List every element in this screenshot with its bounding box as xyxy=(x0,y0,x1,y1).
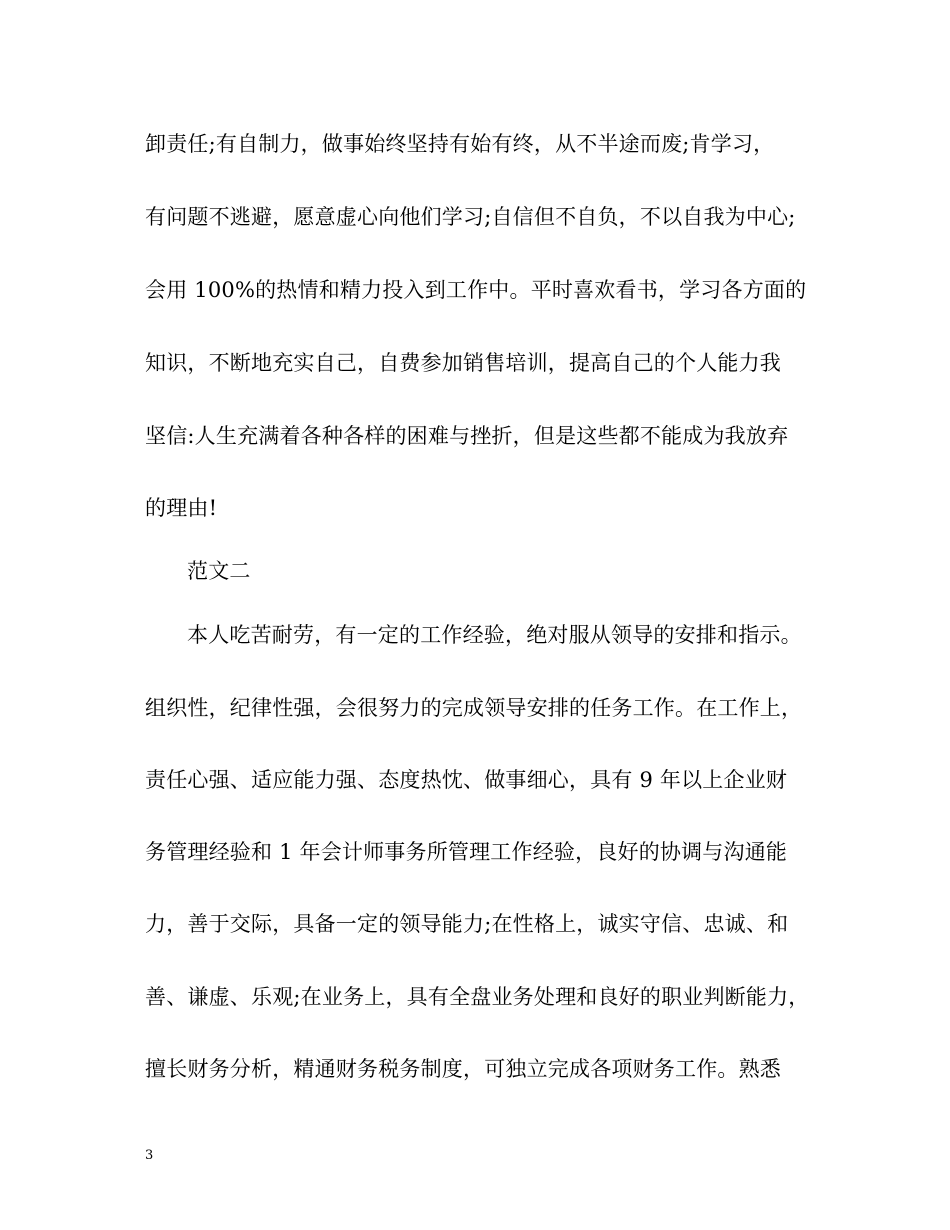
text-line: 务管理经验和 1 年会计师事务所管理工作经验，良好的协调与沟通能 xyxy=(145,840,788,864)
text-line: 卸责任;有自制力，做事始终坚持有始有终，从不半途而废;肯学习， xyxy=(145,132,775,156)
text-line: 的理由! xyxy=(145,496,218,520)
paragraph-first-line: 本人吃苦耐劳，有一定的工作经验，绝对服从领导的安排和指示。 xyxy=(187,623,802,647)
text-line: 善、谦虚、乐观;在业务上，具有全盘业务处理和良好的职业判断能力， xyxy=(145,985,810,1009)
page-number: 3 xyxy=(145,1148,154,1163)
text-line: 组织性，纪律性强，会很努力的完成领导安排的任务工作。在工作上， xyxy=(145,696,803,720)
text-line: 有问题不逃避，愿意虚心向他们学习;自信但不自负，不以自我为中心; xyxy=(145,205,796,229)
section-heading: 范文二 xyxy=(187,559,251,583)
text-line: 知识，不断地充实自己，自费参加销售培训，提高自己的个人能力我 xyxy=(145,351,781,375)
text-line: 力，善于交际，具备一定的领导能力;在性格上，诚实守信、忠诚、和 xyxy=(145,912,789,936)
text-line: 坚信:人生充满着各种各样的困难与挫折，但是这些都不能成为我放弃 xyxy=(145,424,789,448)
text-line: 会用 100%的热情和精力投入到工作中。平时喜欢看书，学习各方面的 xyxy=(145,278,807,302)
text-line: 擅长财务分析，精通财务税务制度，可独立完成各项财务工作。熟悉 xyxy=(145,1057,781,1081)
text-line: 责任心强、适应能力强、态度热忱、做事细心，具有 9 年以上企业财 xyxy=(145,768,788,792)
